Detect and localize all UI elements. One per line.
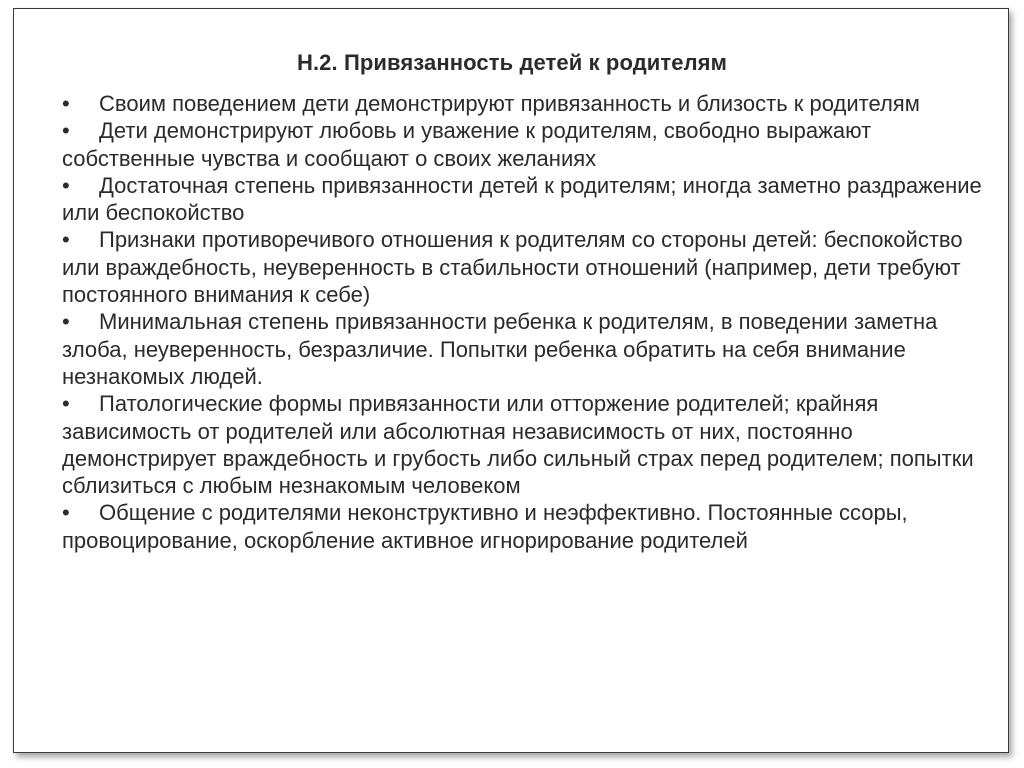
bullet-icon: • xyxy=(62,172,70,198)
list-item-text: Своим поведением дети демонстрируют привязанность и близость к родителям xyxy=(99,91,920,116)
bullet-icon: • xyxy=(62,91,70,116)
bullet-icon: • xyxy=(62,391,70,417)
list-item-text: Дети демонстрируют любовь и уважение к родителям, свободно выражают собственные чувства и сообщают о своих желаниях xyxy=(62,118,872,171)
list-item-text: Общение с родителями неконструктивно и неэффективно. Постоянные ссоры, провоцирование, оскорбление активное игнорирование родителей xyxy=(62,500,908,553)
list-item xyxy=(62,226,982,308)
bullet-icon: • xyxy=(62,118,70,144)
list-item xyxy=(62,499,982,554)
list-item xyxy=(62,390,982,499)
bullet-list xyxy=(62,90,982,554)
bullet-icon: • xyxy=(62,500,70,526)
list-item-text: Патологические формы привязанности или отторжение родителей; крайняя зависимость от родителей или абсолютная независимость от них, постоянно демонстрирует враждебность и грубость либо сильный страх перед родителем; попытки сблизиться с любым незнакомым человеком xyxy=(62,391,974,499)
slide-title: Н.2. Привязанность детей к родителям xyxy=(296,50,727,75)
bullet-icon: • xyxy=(62,227,70,253)
list-item-text: Достаточная степень привязанности детей к родителям; иногда заметно раздражение или беспокойство xyxy=(62,172,982,226)
list-item-text: Минимальная степень привязанности ребенка к родителям, в поведении заметна злоба, неуверенность, безразличие. Попытки ребенка обратить на себя внимание незнакомых людей. xyxy=(62,309,938,389)
list-item xyxy=(62,308,982,390)
list-item xyxy=(62,172,982,227)
list-item xyxy=(62,90,982,117)
bullet-icon: • xyxy=(62,309,70,335)
list-item-text: Признаки противоречивого отношения к родителям со стороны детей: беспокойство или враждебность, неуверенность в стабильности отношений (например, дети требуют постоянного внимания к себе) xyxy=(62,227,963,308)
list-item xyxy=(62,117,982,172)
